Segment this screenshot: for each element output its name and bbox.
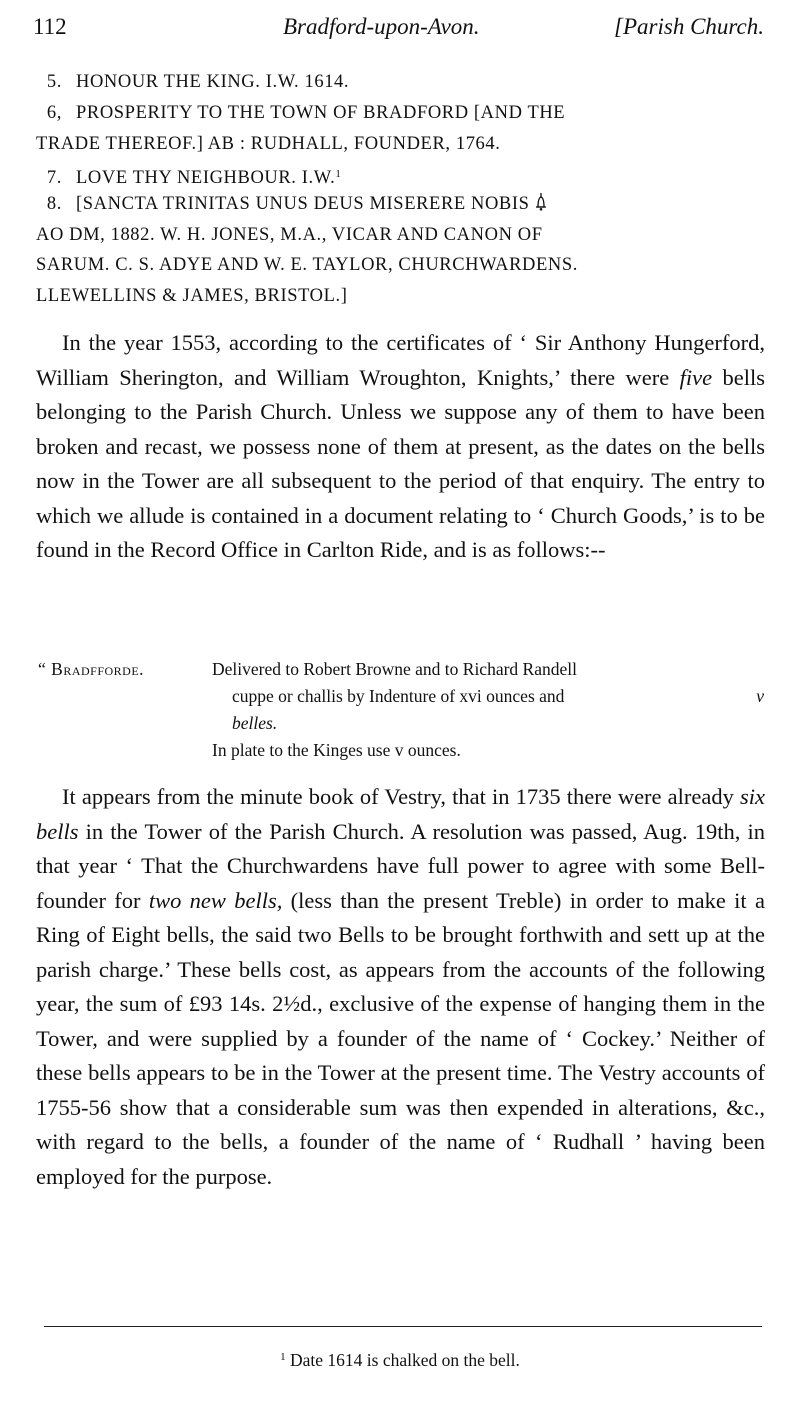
inscription-number: 7. bbox=[46, 168, 62, 188]
emphasis: six bells bbox=[36, 784, 765, 844]
inscription-text: LLEWELLINS & JAMES, BRISTOL.] bbox=[36, 285, 348, 306]
inscription-5 bbox=[36, 67, 766, 98]
emphasis: two new bells, bbox=[148, 887, 283, 913]
inscription-number: 8. bbox=[46, 194, 62, 214]
footnote-text: Date 1614 is chalked on the bell. bbox=[290, 1350, 520, 1370]
footnote bbox=[0, 1350, 800, 1371]
running-title: Bradford-upon-Avon. bbox=[283, 14, 480, 39]
quote-body: Delivered to Robert Browne and to Richard Randell cuppe or challis by Indenture of xvi ounces and v belles. In plate to the Kinges use v ounces. bbox=[212, 659, 764, 760]
inscription-number: 5. bbox=[46, 72, 62, 92]
footnote-marker: 1 bbox=[335, 168, 342, 180]
footnote-marker: 1 bbox=[280, 1351, 286, 1363]
section-title: [Parish Church. bbox=[614, 14, 764, 39]
page-number: 112 bbox=[33, 14, 67, 39]
inscription-text: SARUM. C. S. ADYE AND W. E. TAYLOR, CHURCHWARDENS. bbox=[36, 255, 578, 275]
inscription-text: HONOUR THE KING. I.W. 1614. bbox=[76, 72, 350, 92]
inscription-text: PROSPERITY TO THE TOWN OF BRADFORD [AND THE bbox=[76, 103, 566, 123]
running-header bbox=[33, 14, 764, 48]
bell-icon bbox=[535, 193, 547, 211]
emphasis: five bbox=[679, 364, 713, 390]
inscription-text: [SANCTA TRINITAS UNUS DEUS MISERERE NOBIS bbox=[76, 194, 530, 214]
inscription-text: TRADE THEREOF.] AB : RUDHALL, FOUNDER, 1764. bbox=[36, 133, 501, 154]
paragraph-1: In the year 1553, according to the certificates of ‘ Sir Anthony Hungerford, William Sherington, and William Wroughton, Knights,’ there were five bells belonging to the Parish Church. Unless we suppose any of them to have been broken and recast, we possess none of them at present, as the dates on the bells now in the Tower are all subsequent to the period of that enquiry. The entry to which we allude is contained in a document relating to ‘ Church Goods,’ is to be found in the Record Office in Carlton Ride, and is as follows:-- bbox=[36, 330, 766, 562]
inscription-text: AO DM, 1882. W. H. JONES, M.A., VICAR AND CANON OF bbox=[36, 224, 543, 245]
inscription-text: LOVE THY NEIGHBOUR. I.W. bbox=[76, 168, 336, 188]
paragraph-2: It appears from the minute book of Vestry, that in 1735 there were already six bells in the Tower of the Parish Church. A resolution was passed, Aug. 19th, in that year ‘ That the Churchwardens have full power to agree with some Bell-founder for two new bells, (less than the present Treble) in order to make it a Ring of Eight bells, the said two Bells to be brought forthwith and sett up at the parish charge.’ These bells cost, as appears from the accounts of the following year, the sum of £93 14s. 2½d., exclusive of the expense of hanging them in the Tower, and were supplied by a founder of the name of ‘ Cockey.’ Neither of these bells appears to be in the Tower at the present time. The Vestry accounts of 1755-56 show that a considerable sum was then expended in alterations, &c., with regard to the bells, a founder of the name of ‘ Rudhall ’ having been employed for the purpose. bbox=[36, 784, 765, 1189]
inscription-8 bbox=[36, 189, 766, 311]
footnote-divider bbox=[44, 1326, 762, 1327]
inscription-number: 6, bbox=[46, 103, 62, 123]
inscription-6 bbox=[36, 98, 766, 159]
quote-label: “ Bradfforde. bbox=[38, 659, 145, 679]
